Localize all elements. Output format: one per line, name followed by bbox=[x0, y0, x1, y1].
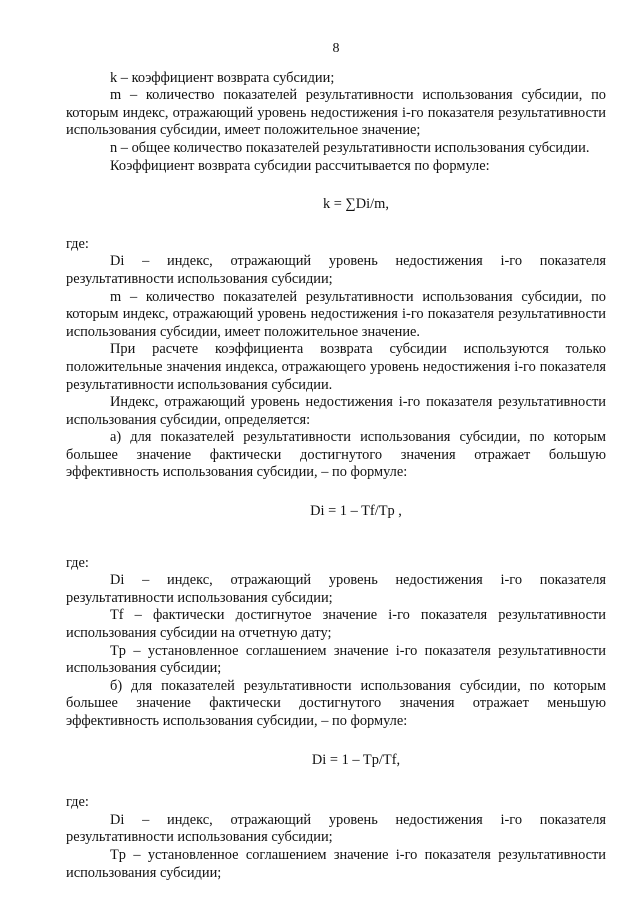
paragraph-case-a: а) для показателей результативности использования субсидии, по которым большее значение фактически достигнутого значения отражает большую эффективность использования субсидии, – по формуле: bbox=[66, 429, 606, 481]
paragraph-di-definition-2: Di – индекс, отражающий уровень недостижения i-го показателя результативности использования субсидии; bbox=[66, 572, 606, 606]
page-number: 8 bbox=[332, 41, 340, 56]
formula-di-b: Di = 1 – Tp/Tf, bbox=[311, 751, 401, 768]
paragraph-case-b: б) для показателей результативности использования субсидии, по которым большее значение фактически достигнутого значения отражает меньшую эффективность использования субсидии, – по формуле: bbox=[66, 677, 606, 729]
paragraph-k-definition: k – коэффициент возврата субсидии; bbox=[110, 69, 335, 86]
formula-di-a: Di = 1 – Tf/Tp , bbox=[310, 503, 402, 520]
paragraph-formula-intro: Коэффициент возврата субсидии рассчитывается по формуле: bbox=[110, 157, 490, 174]
where-label-3: где: bbox=[66, 794, 89, 811]
paragraph-tf-definition: Tf – фактически достигнутое значение i-го показателя результативности использования субсидии на отчетную дату; bbox=[66, 607, 606, 642]
where-label-2: где: bbox=[66, 554, 89, 571]
paragraph-di-definition-3: Di – индекс, отражающий уровень недостижения i-го показателя результативности использования субсидии; bbox=[66, 811, 606, 846]
paragraph-index-definition: Индекс, отражающий уровень недостижения i-го показателя результативности использования субсидии, определяется: bbox=[66, 394, 606, 428]
where-label: где: bbox=[66, 235, 89, 252]
paragraph-n-definition: n – общее количество показателей результативности использования субсидии. bbox=[110, 139, 590, 156]
paragraph-tp-definition: Tp – установленное соглашением значение i-го показателя результативности использования субсидии; bbox=[66, 642, 606, 677]
paragraph-m-definition: m – количество показателей результативности использования субсидии, по которым индекс, отражающий уровень недостижения i-го показателя результативности использования субсидии, имеет положительное значение; bbox=[66, 87, 606, 139]
paragraph-tp-definition-2: Tp – установленное соглашением значение i-го показателя результативности использования субсидии; bbox=[66, 846, 606, 881]
paragraph-m-definition-2: m – количество показателей результативности использования субсидии, по которым индекс, отражающий уровень недостижения i-го показателя результативности использования субсидии, имеет положительное значение. bbox=[66, 288, 606, 340]
paragraph-positive-values: При расчете коэффициента возврата субсидии используются только положительные значения индекса, отражающего уровень недостижения i-го показателя результативности использования субсидии. bbox=[66, 341, 606, 393]
paragraph-di-definition: Di – индекс, отражающий уровень недостижения i-го показателя результативности использования субсидии; bbox=[66, 253, 606, 287]
formula-k: k = ∑Di/m, bbox=[323, 196, 389, 213]
